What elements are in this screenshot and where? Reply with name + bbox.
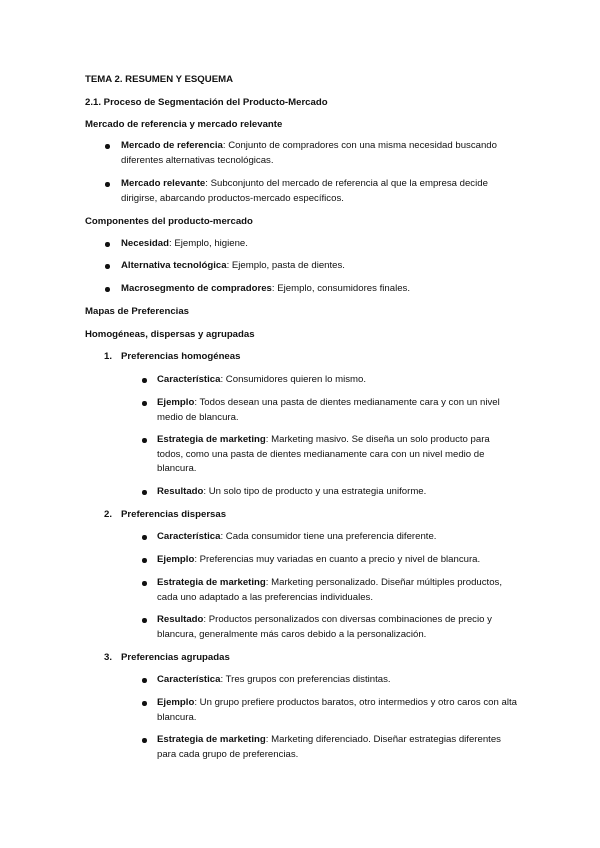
bullet-dot [142,618,147,623]
item-label: Estrategia de marketing [157,734,266,745]
group-number: 3. [104,652,113,663]
list-item [157,696,517,725]
item-label: Estrategia de marketing [157,577,266,588]
item-label: Mercado relevante [121,178,206,189]
bullet-dot [105,242,110,247]
bullet-dot [142,535,147,540]
list-item [157,733,517,762]
list-item [157,613,517,642]
item-label: Alternativa tecnológica [121,260,227,271]
list-item-macrosegmento [121,282,521,297]
item-label: Característica [157,674,221,685]
item-label: Mercado de referencia [121,140,223,151]
bullet-dot [142,581,147,586]
item-text: : Productos personalizados con diversas combinaciones de precio y blancura, generalmente más caros debido a la personalización. [157,614,492,640]
group-title: Preferencias dispersas [121,509,227,520]
list-item [157,673,517,688]
item-label: Macrosegmento de compradores [121,283,272,294]
item-text: : Ejemplo, consumidores finales. [271,283,410,294]
bullet-dot [142,558,147,563]
list-item [157,576,517,605]
doc-title: TEMA 2. RESUMEN Y ESQUEMA [85,74,234,85]
item-text: : Consumidores quieren lo mismo. [220,374,367,385]
list-item-alternativa [121,259,521,274]
list-item [157,373,517,388]
item-text: : Marketing diferenciado. Diseñar estrategias diferentes para cada grupo de preferencias. [157,734,501,760]
bullet-dot [105,144,110,149]
item-label: Característica [157,531,221,542]
list-item [157,530,517,545]
list-item-referencia [121,139,521,168]
group-number: 2. [104,509,113,520]
bullet-dot [105,287,110,292]
item-text: : Conjunto de compradores con una misma necesidad buscando diferentes alternativas tecnológicas. [121,140,497,166]
item-text: : Un solo tipo de producto y una estrategia uniforme. [203,486,427,497]
heading-mapas: Mapas de Preferencias [85,306,189,317]
bullet-dot [142,438,147,443]
bullet-dot [105,182,110,187]
list-item [157,553,517,568]
heading-componentes: Componentes del producto-mercado [85,216,253,227]
item-text: : Ejemplo, higiene. [169,238,248,249]
bullet-dot [142,678,147,683]
group-title: Preferencias homogéneas [121,351,241,362]
bullet-dot [142,738,147,743]
group-number: 1. [104,351,113,362]
bullet-dot [142,490,147,495]
bullet-dot [142,701,147,706]
bullet-dot [142,378,147,383]
section-heading: 2.1. Proceso de Segmentación del Producto-Mercado [85,97,328,108]
group-title: Preferencias agrupadas [121,652,230,663]
item-label: Necesidad [121,238,169,249]
item-text: : Ejemplo, pasta de dientes. [226,260,345,271]
bullet-dot [142,401,147,406]
item-text: : Tres grupos con preferencias distintas. [220,674,391,685]
item-label: Característica [157,374,221,385]
item-text: : Marketing personalizado. Diseñar múltiples productos, cada uno adaptado a las preferencias individuales. [157,577,503,603]
item-text: : Subconjunto del mercado de referencia al que la empresa decide dirigirse, abarcando productos-mercado específicos. [121,178,488,204]
item-text: : Un grupo prefiere productos baratos, otro intermedios y otro caros con alta blancura. [157,697,517,723]
item-text: : Preferencias muy variadas en cuanto a precio y nivel de blancura. [194,554,481,565]
heading-referencia: Mercado de referencia y mercado relevante [85,119,283,130]
item-label: Ejemplo [157,397,195,408]
item-label: Resultado [157,614,204,625]
heading-tipos: Homogéneas, dispersas y agrupadas [85,329,255,340]
list-item [157,485,517,500]
item-label: Estrategia de marketing [157,434,266,445]
list-item [157,396,517,425]
item-text: : Todos desean una pasta de dientes medianamente cara y con un nivel medio de blancura. [157,397,500,423]
bullet-dot [105,264,110,269]
item-label: Ejemplo [157,554,195,565]
item-text: : Cada consumidor tiene una preferencia diferente. [220,531,437,542]
list-item-relevante [121,177,521,206]
item-label: Ejemplo [157,697,195,708]
item-text: : Marketing masivo. Se diseña un solo producto para todos, como una pasta de dientes medianamente cara con un nivel medio de blancura. [157,434,490,475]
item-label: Resultado [157,486,204,497]
list-item-necesidad [121,237,521,252]
list-item [157,433,517,477]
